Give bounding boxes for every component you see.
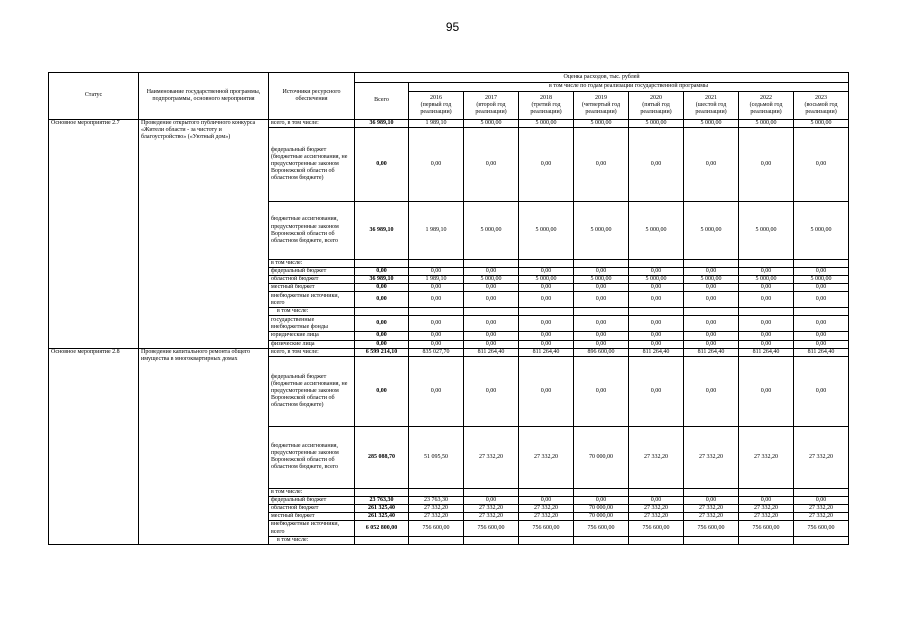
- source-cell: местный бюджет: [269, 284, 355, 292]
- year-value-cell: 811 264,40: [464, 348, 519, 356]
- year-value-cell: 0,00: [739, 268, 794, 276]
- year-value-cell: 0,00: [629, 284, 684, 292]
- year-value-cell: [739, 260, 794, 268]
- source-cell: внебюджетные источники, всего: [269, 521, 355, 537]
- year-value-cell: 0,00: [519, 128, 574, 202]
- year-value-cell: [684, 260, 739, 268]
- source-cell: внебюджетные источники, всего: [269, 292, 355, 308]
- header-name: Наименование государственной программы, подпрограммы, основного мероприятия: [139, 73, 269, 120]
- year-label: 2018: [540, 94, 552, 101]
- header-status: Статус: [49, 73, 139, 120]
- year-value-cell: [574, 488, 629, 496]
- year-value-cell: 5 000,00: [794, 276, 849, 284]
- year-value-cell: 0,00: [409, 284, 464, 292]
- year-value-cell: 0,00: [684, 268, 739, 276]
- year-value-cell: [574, 260, 629, 268]
- year-value-cell: [629, 488, 684, 496]
- year-value-cell: 0,00: [519, 332, 574, 340]
- year-value-cell: 835 027,70: [409, 348, 464, 356]
- year-value-cell: 5 000,00: [629, 120, 684, 128]
- year-label: 2017: [485, 94, 497, 101]
- source-cell: бюджетные ассигнования, предусмотренные законом Воронежской области об областном бюджете, всего: [269, 202, 355, 260]
- year-value-cell: 0,00: [684, 340, 739, 348]
- total-cell: 36 989,10: [355, 276, 409, 284]
- table-row: [49, 348, 849, 356]
- year-value-cell: 0,00: [629, 128, 684, 202]
- year-value-cell: 0,00: [794, 316, 849, 332]
- year-value-cell: 27 332,20: [464, 512, 519, 520]
- year-label: 2020: [650, 94, 662, 101]
- year-value-cell: 0,00: [684, 356, 739, 426]
- year-value-cell: 811 264,40: [519, 348, 574, 356]
- total-cell: 0,00: [355, 356, 409, 426]
- year-value-cell: 811 264,40: [739, 348, 794, 356]
- year-label: 2022: [760, 94, 772, 101]
- total-cell: [355, 260, 409, 268]
- total-cell: 36 989,10: [355, 202, 409, 260]
- source-cell: государственные внебюджетные фонды: [269, 316, 355, 332]
- year-value-cell: 5 000,00: [519, 120, 574, 128]
- year-value-cell: 0,00: [519, 284, 574, 292]
- header-year-2016: [409, 92, 464, 120]
- activity-status: Основное мероприятие 2.7: [49, 120, 139, 349]
- source-cell: в том числе:: [269, 308, 355, 316]
- year-value-cell: [519, 537, 574, 545]
- year-value-cell: 0,00: [574, 332, 629, 340]
- year-value-cell: 0,00: [464, 356, 519, 426]
- total-cell: 0,00: [355, 268, 409, 276]
- year-value-cell: 27 332,20: [464, 426, 519, 488]
- year-value-cell: 0,00: [464, 128, 519, 202]
- source-cell: в том числе:: [269, 537, 355, 545]
- year-value-cell: [739, 537, 794, 545]
- page-number: 95: [445, 20, 460, 34]
- year-value-cell: 0,00: [794, 332, 849, 340]
- year-value-cell: 5 000,00: [684, 120, 739, 128]
- year-value-cell: 0,00: [739, 316, 794, 332]
- header-by-years: в том числе по годам реализации государственной программы: [409, 83, 849, 92]
- year-value-cell: 27 332,20: [794, 504, 849, 512]
- year-value-cell: 756 600,00: [464, 521, 519, 537]
- year-value-cell: 27 332,20: [629, 504, 684, 512]
- total-cell: 0,00: [355, 284, 409, 292]
- year-value-cell: 27 332,20: [519, 426, 574, 488]
- year-value-cell: 1 989,10: [409, 120, 464, 128]
- year-value-cell: 0,00: [464, 332, 519, 340]
- year-value-cell: 0,00: [739, 332, 794, 340]
- source-cell: федеральный бюджет (бюджетные ассигнования, не предусмотренные законом Воронежской области об областном бюджете): [269, 356, 355, 426]
- header-sources: Источники ресурсного обеспечения: [269, 73, 355, 120]
- source-cell: местный бюджет: [269, 512, 355, 520]
- year-sublabel: (первый год реализации): [420, 101, 452, 116]
- year-value-cell: 27 332,20: [684, 504, 739, 512]
- year-value-cell: 1 989,10: [409, 276, 464, 284]
- year-value-cell: 23 763,30: [409, 496, 464, 504]
- year-value-cell: [739, 488, 794, 496]
- year-value-cell: 0,00: [519, 268, 574, 276]
- total-cell: 285 088,70: [355, 426, 409, 488]
- year-value-cell: 756 600,00: [574, 521, 629, 537]
- year-value-cell: [794, 308, 849, 316]
- year-value-cell: 5 000,00: [464, 202, 519, 260]
- year-value-cell: 0,00: [574, 356, 629, 426]
- year-value-cell: 0,00: [739, 292, 794, 308]
- year-value-cell: 5 000,00: [464, 120, 519, 128]
- year-value-cell: 0,00: [629, 496, 684, 504]
- year-value-cell: [409, 537, 464, 545]
- source-cell: в том числе:: [269, 488, 355, 496]
- year-value-cell: [464, 488, 519, 496]
- year-value-cell: 0,00: [409, 316, 464, 332]
- year-value-cell: [464, 260, 519, 268]
- total-cell: 0,00: [355, 128, 409, 202]
- year-value-cell: 0,00: [409, 128, 464, 202]
- year-value-cell: 5 000,00: [519, 202, 574, 260]
- year-value-cell: 70 000,00: [574, 512, 629, 520]
- year-value-cell: [464, 537, 519, 545]
- year-value-cell: 0,00: [574, 316, 629, 332]
- year-value-cell: 0,00: [794, 340, 849, 348]
- source-cell: федеральный бюджет: [269, 496, 355, 504]
- year-value-cell: 756 600,00: [409, 521, 464, 537]
- year-value-cell: 0,00: [629, 340, 684, 348]
- year-value-cell: 811 264,40: [629, 348, 684, 356]
- year-value-cell: 0,00: [629, 292, 684, 308]
- year-value-cell: 0,00: [464, 268, 519, 276]
- year-value-cell: 0,00: [684, 292, 739, 308]
- source-cell: бюджетные ассигнования, предусмотренные законом Воронежской области об областном бюджете, всего: [269, 426, 355, 488]
- year-value-cell: 0,00: [409, 332, 464, 340]
- source-cell: всего, в том числе:: [269, 348, 355, 356]
- year-sublabel: (третий год реализации): [530, 101, 562, 116]
- year-value-cell: 0,00: [574, 496, 629, 504]
- year-value-cell: 811 264,40: [684, 348, 739, 356]
- year-value-cell: [519, 488, 574, 496]
- year-value-cell: 5 000,00: [794, 120, 849, 128]
- year-value-cell: 5 000,00: [684, 202, 739, 260]
- year-value-cell: 27 332,20: [684, 512, 739, 520]
- year-value-cell: 0,00: [574, 284, 629, 292]
- total-cell: 23 763,30: [355, 496, 409, 504]
- year-value-cell: [519, 260, 574, 268]
- year-sublabel: (седьмой год реализации): [749, 101, 783, 116]
- year-sublabel: (второй год реализации): [475, 101, 507, 116]
- year-value-cell: 0,00: [629, 268, 684, 276]
- year-sublabel: (шестой год реализации): [695, 101, 727, 116]
- year-value-cell: 756 600,00: [794, 521, 849, 537]
- year-value-cell: 27 332,20: [409, 504, 464, 512]
- total-cell: 0,00: [355, 292, 409, 308]
- year-value-cell: 27 332,20: [629, 426, 684, 488]
- header-year-2017: [464, 92, 519, 120]
- year-value-cell: 5 000,00: [519, 276, 574, 284]
- year-value-cell: 0,00: [574, 292, 629, 308]
- total-cell: 261 325,40: [355, 512, 409, 520]
- header-year-2022: [739, 92, 794, 120]
- year-value-cell: 0,00: [629, 332, 684, 340]
- activity-name: Проведение открытого публичного конкурса «Жители области - за чистоту и благоустройство» («Уютный дом»): [139, 120, 269, 349]
- header-total: Всего: [355, 83, 409, 120]
- year-value-cell: 0,00: [409, 356, 464, 426]
- source-cell: всего, в том числе:: [269, 120, 355, 128]
- year-value-cell: 0,00: [629, 356, 684, 426]
- year-value-cell: 0,00: [464, 316, 519, 332]
- year-value-cell: 27 332,20: [519, 512, 574, 520]
- year-value-cell: 0,00: [629, 316, 684, 332]
- activity-name: Проведение капитального ремонта общего имущества в многоквартирных домах: [139, 348, 269, 544]
- year-value-cell: [629, 260, 684, 268]
- header-year-2020: [629, 92, 684, 120]
- source-cell: юридические лица: [269, 332, 355, 340]
- year-value-cell: 756 600,00: [519, 521, 574, 537]
- year-value-cell: [684, 537, 739, 545]
- year-value-cell: 0,00: [684, 496, 739, 504]
- year-value-cell: 0,00: [409, 268, 464, 276]
- header-year-2018: [519, 92, 574, 120]
- year-value-cell: 0,00: [409, 340, 464, 348]
- year-value-cell: [574, 537, 629, 545]
- year-label: 2023: [815, 94, 828, 101]
- year-sublabel: (пятый год реализации): [640, 101, 672, 116]
- year-value-cell: 27 332,20: [684, 426, 739, 488]
- source-cell: федеральный бюджет (бюджетные ассигнования, не предусмотренные законом Воронежской области об областном бюджете): [269, 128, 355, 202]
- year-value-cell: 5 000,00: [739, 276, 794, 284]
- year-value-cell: 27 332,20: [739, 504, 794, 512]
- total-cell: 0,00: [355, 340, 409, 348]
- year-value-cell: 0,00: [739, 340, 794, 348]
- year-value-cell: 27 332,20: [794, 512, 849, 520]
- year-value-cell: 0,00: [794, 356, 849, 426]
- year-value-cell: 0,00: [684, 332, 739, 340]
- year-value-cell: 0,00: [739, 128, 794, 202]
- year-value-cell: [409, 488, 464, 496]
- total-cell: [355, 308, 409, 316]
- year-value-cell: 5 000,00: [794, 202, 849, 260]
- year-value-cell: 70 000,00: [574, 504, 629, 512]
- year-value-cell: 756 600,00: [684, 521, 739, 537]
- year-value-cell: 27 332,20: [519, 504, 574, 512]
- header-estimate: Оценка расходов, тыс. рублей: [355, 73, 849, 83]
- year-value-cell: [519, 308, 574, 316]
- year-label: 2021: [705, 94, 717, 101]
- year-value-cell: 5 000,00: [574, 120, 629, 128]
- year-value-cell: 0,00: [794, 268, 849, 276]
- year-label: 2019: [595, 94, 607, 101]
- year-value-cell: 811 264,40: [794, 348, 849, 356]
- source-cell: физические лица: [269, 340, 355, 348]
- year-value-cell: 5 000,00: [574, 276, 629, 284]
- year-value-cell: [409, 308, 464, 316]
- expenditure-table: [48, 72, 849, 545]
- total-cell: [355, 537, 409, 545]
- year-value-cell: 0,00: [684, 284, 739, 292]
- year-value-cell: 756 600,00: [629, 521, 684, 537]
- year-value-cell: 27 332,20: [794, 426, 849, 488]
- year-value-cell: [464, 308, 519, 316]
- year-value-cell: [684, 308, 739, 316]
- year-value-cell: 0,00: [739, 284, 794, 292]
- year-sublabel: (четвертый год реализации): [581, 101, 621, 116]
- year-value-cell: [794, 537, 849, 545]
- year-value-cell: 27 332,20: [739, 512, 794, 520]
- year-value-cell: 5 000,00: [739, 120, 794, 128]
- year-value-cell: 5 000,00: [739, 202, 794, 260]
- year-value-cell: 51 095,50: [409, 426, 464, 488]
- source-cell: областной бюджет: [269, 504, 355, 512]
- year-value-cell: 0,00: [574, 268, 629, 276]
- year-value-cell: 0,00: [574, 128, 629, 202]
- year-value-cell: [794, 488, 849, 496]
- total-cell: 6 599 214,10: [355, 348, 409, 356]
- year-value-cell: 5 000,00: [684, 276, 739, 284]
- year-value-cell: 0,00: [794, 292, 849, 308]
- year-value-cell: 5 000,00: [629, 202, 684, 260]
- year-value-cell: [684, 488, 739, 496]
- year-value-cell: 1 989,10: [409, 202, 464, 260]
- year-label: 2016: [430, 94, 442, 101]
- header-year-2019: [574, 92, 629, 120]
- year-value-cell: 0,00: [574, 340, 629, 348]
- table-row: [49, 120, 849, 128]
- year-value-cell: 70 000,00: [574, 426, 629, 488]
- year-value-cell: 0,00: [464, 292, 519, 308]
- year-value-cell: 5 000,00: [629, 276, 684, 284]
- header-year-2021: [684, 92, 739, 120]
- year-value-cell: 27 332,20: [739, 426, 794, 488]
- year-value-cell: 0,00: [519, 340, 574, 348]
- year-value-cell: [629, 537, 684, 545]
- year-value-cell: 0,00: [519, 496, 574, 504]
- source-cell: в том числе:: [269, 260, 355, 268]
- year-value-cell: [574, 308, 629, 316]
- year-value-cell: 0,00: [409, 292, 464, 308]
- year-value-cell: [409, 260, 464, 268]
- year-value-cell: 0,00: [519, 356, 574, 426]
- year-value-cell: 0,00: [684, 128, 739, 202]
- year-value-cell: 0,00: [519, 316, 574, 332]
- year-value-cell: 27 332,20: [464, 504, 519, 512]
- year-value-cell: 0,00: [739, 356, 794, 426]
- year-value-cell: 756 600,00: [739, 521, 794, 537]
- year-value-cell: 0,00: [739, 496, 794, 504]
- total-cell: 36 989,10: [355, 120, 409, 128]
- year-value-cell: 27 332,20: [409, 512, 464, 520]
- year-value-cell: 0,00: [684, 316, 739, 332]
- year-value-cell: 896 600,00: [574, 348, 629, 356]
- total-cell: 6 052 800,00: [355, 521, 409, 537]
- year-value-cell: 0,00: [794, 496, 849, 504]
- year-value-cell: 5 000,00: [574, 202, 629, 260]
- year-value-cell: [739, 308, 794, 316]
- year-value-cell: [629, 308, 684, 316]
- total-cell: 261 325,40: [355, 504, 409, 512]
- total-cell: 0,00: [355, 316, 409, 332]
- total-cell: [355, 488, 409, 496]
- year-value-cell: 0,00: [794, 128, 849, 202]
- total-cell: 0,00: [355, 332, 409, 340]
- year-value-cell: 0,00: [794, 284, 849, 292]
- year-sublabel: (восьмой год реализации): [804, 101, 838, 116]
- source-cell: областной бюджет: [269, 276, 355, 284]
- header-year-2023: [794, 92, 849, 120]
- year-value-cell: 0,00: [464, 284, 519, 292]
- year-value-cell: 27 332,20: [629, 512, 684, 520]
- source-cell: федеральный бюджет: [269, 268, 355, 276]
- year-value-cell: 0,00: [519, 292, 574, 308]
- activity-status: Основное мероприятие 2.8: [49, 348, 139, 544]
- year-value-cell: [794, 260, 849, 268]
- year-value-cell: 0,00: [464, 340, 519, 348]
- year-value-cell: 0,00: [464, 496, 519, 504]
- year-value-cell: 5 000,00: [464, 276, 519, 284]
